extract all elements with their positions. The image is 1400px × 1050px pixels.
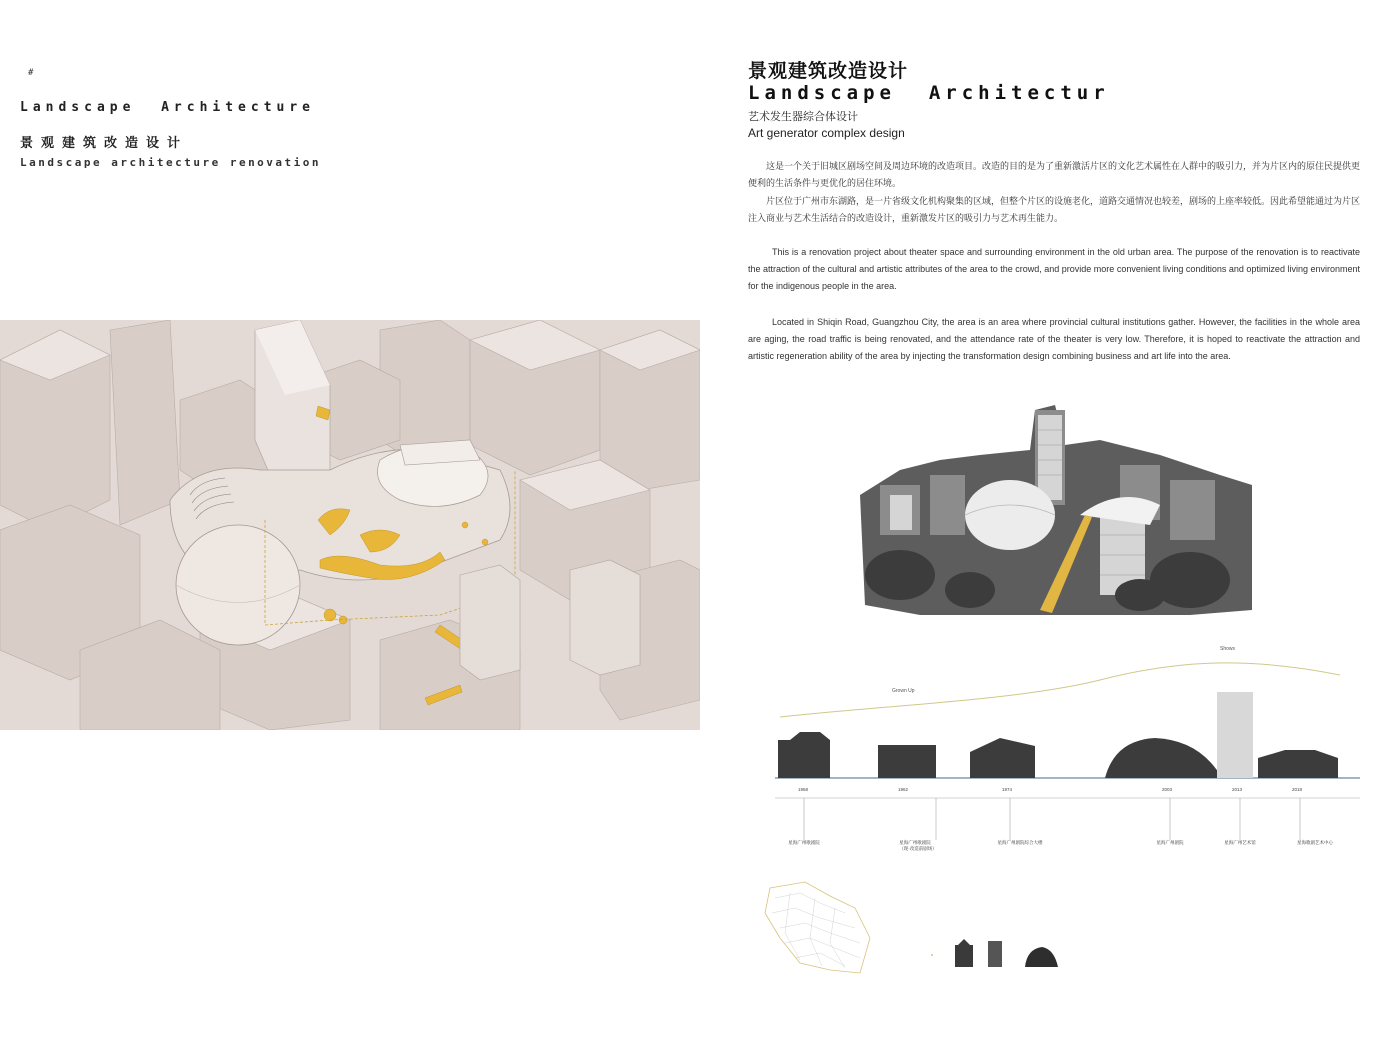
timeline-year: 2013 [1232, 787, 1243, 792]
site-plan [760, 878, 880, 978]
cn-subtitle: 艺术发生器综合体设计 [748, 110, 858, 123]
cn-paragraph-2: 片区位于广州市东湖路，是一片省级文化机构聚集的区域，但整个片区的设施老化，道路交通情况也较差，剧场的上座率较低。因此希望能通过为片区注入商业与艺术生活结合的改造设计，重新激发片区的吸引力与艺术再生能力。 [748, 196, 1361, 223]
timeline-year: 1958 [798, 787, 809, 792]
curve-label-right: Shows [1220, 646, 1236, 652]
en-paragraph-1: This is a renovation project about theater space and surrounding environment in the old urban area. The purpose of the renovation is to reactivate the attraction of the cultural and artistic attributes of the area to the crowd, and provide more convenient living conditions and optimized living environment for the indigenous people in the area. [748, 247, 1360, 291]
cn-title: 景观建筑改造设计 [748, 60, 909, 82]
left-cn-title: 景观建筑改造设计 [20, 136, 189, 151]
left-subtitle: Landscape architecture renovation [20, 156, 322, 169]
timeline-caption: 星海广州剧院 [1156, 840, 1184, 845]
timeline-caption: 星海广州剧院综合大楼 [997, 840, 1043, 845]
building-icons [930, 935, 1070, 969]
aerial-photo [860, 405, 1252, 615]
timeline-year: 2018 [1292, 787, 1303, 792]
cn-paragraph-1: 这是一个关于旧城区剧场空间及周边环境的改造项目。改造的目的是为了重新激活片区的文化艺术属性在人群中的吸引力，并为片区内的原住民提供更便利的生活条件与更优化的居住环境。 [748, 161, 1361, 188]
en-paragraph-2: Located in Shiqin Road, Guangzhou City, the area is an area where provincial cultural institutions gather. However, the facilities in the whole area are aging, the road traffic is being renovated, and the attendance rate of the theater is very low. Therefore, it is hoped to reactivate the attraction and artistic regeneration ability of the area by injecting the transformation design combining business and art life into the area. [748, 317, 1360, 361]
timeline-year: 1962 [898, 787, 909, 792]
en-subtitle: Art generator complex design [748, 126, 905, 140]
timeline-caption: 星海广州歌剧院 [788, 840, 820, 845]
curve-label-left: Grown Up [892, 688, 915, 694]
left-title: Landscape Architecture [20, 100, 316, 115]
timeline-caption: 星海广州艺术馆 [1224, 840, 1256, 845]
axonometric-render [0, 320, 700, 730]
timeline-year: 1974 [1002, 787, 1013, 792]
en-title: Landscape Architectur [748, 82, 1110, 104]
page-number: # [28, 68, 34, 78]
timeline-caption: 星海广州歌剧院 （现·改造前剧场） [899, 840, 937, 851]
timeline-year: 2003 [1162, 787, 1173, 792]
timeline-caption: 星海歌剧艺术中心 [1297, 840, 1333, 845]
timeline-diagram [770, 640, 1370, 870]
